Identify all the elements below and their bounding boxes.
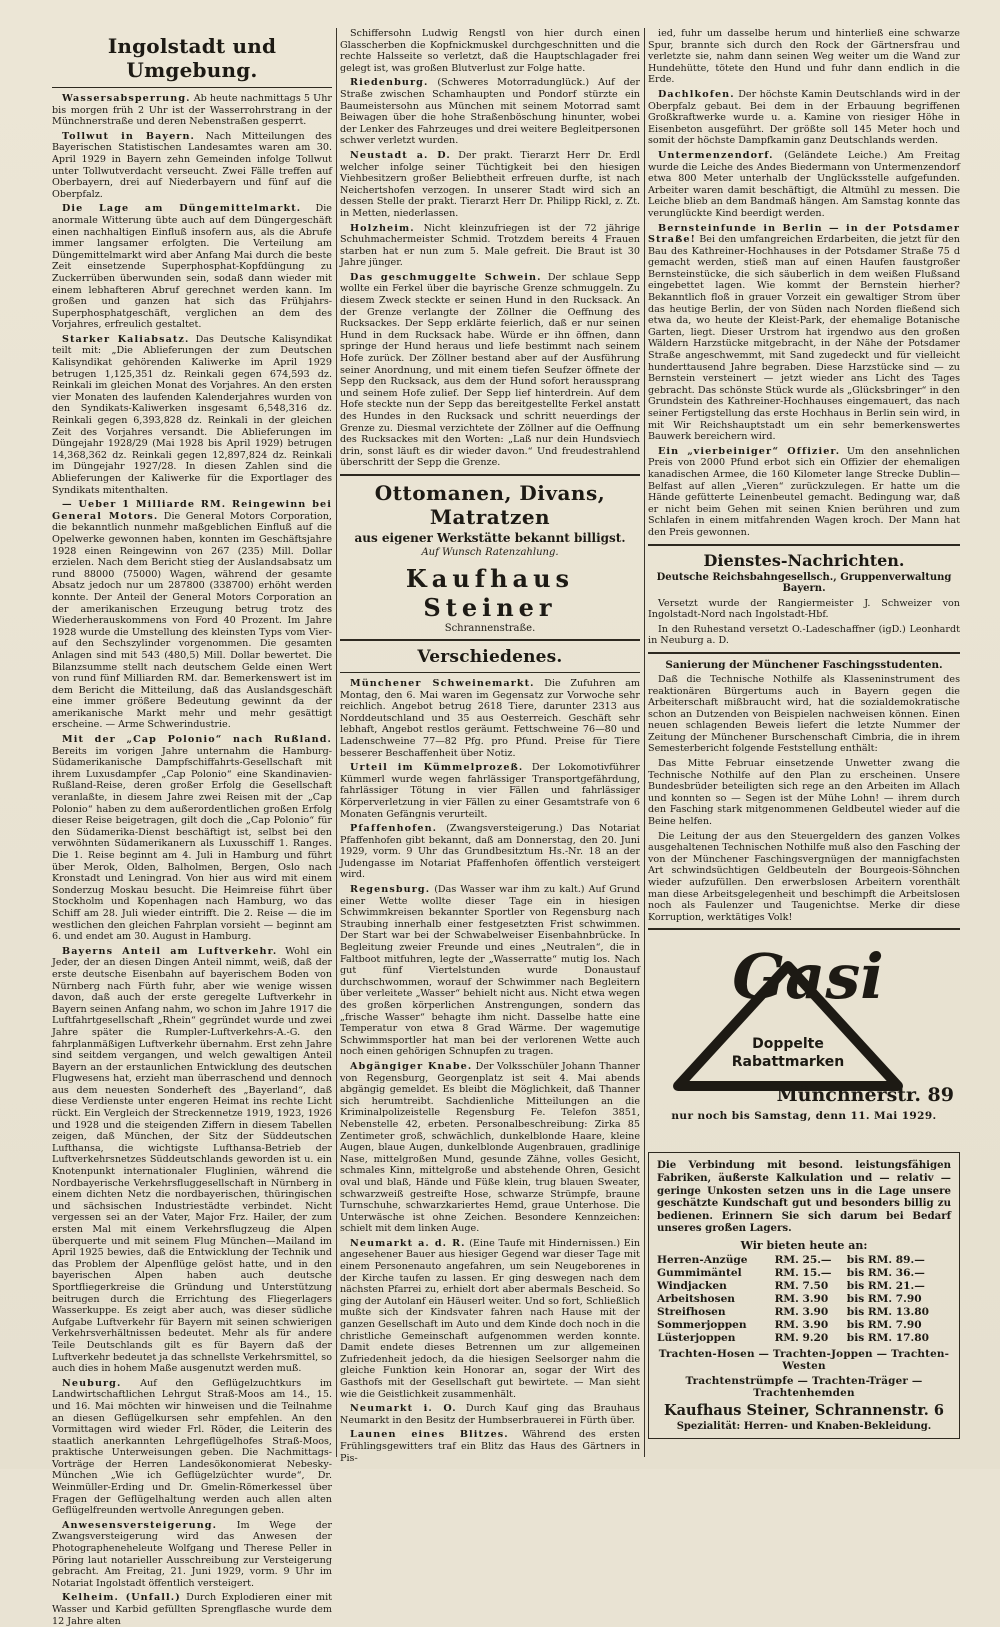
service-item: Versetzt wurde der Rangiermeister J. Schweizer von Ingolstadt-Nord nach Ingolstadt-Hbf. xyxy=(648,597,960,621)
advert-kaufhaus-steiner xyxy=(648,1152,960,1439)
article-paragraph xyxy=(340,678,640,759)
article-lead: Mit der „Cap Polonio“ nach Rußland. xyxy=(62,734,332,746)
sanierung-paragraph: Das Mitte Februar einsetzende Unwetter zwang die Technische Nothilfe auf den Plan zu erscheinen. Unsere Bundesbrüder beteiligten sich rege an den Arbeiten im Allach und konnten so — Segen ist der Mühe Lohn! — ihrem durch den Fasching stark mitgenommenen Geldbeutel wieder auf die Beine helfen. xyxy=(648,758,960,828)
service-item: In den Ruhestand versetzt O.-Ladeschaffner (igD.) Leonhardt in Neuburg a. D. xyxy=(648,623,960,647)
advert-specialty: Spezialität: Herren- und Knaben-Bekleidung. xyxy=(676,1420,932,1432)
price-to: bis RM. 13.80 xyxy=(846,1306,929,1319)
article-lead: Neuburg. xyxy=(62,1377,122,1389)
article-text: Der prakt. Tierarzt Herr Dr. Erdl welcher infolge seiner Tüchtigkeit bei den hiesigen Viehbesitzern großer Beliebtheit erfreuen durfte, ist nach Neichertshofen verzogen. In unserer Stadt wird sich an dessen Stelle der prakt. Tierarzt Herr Dr. Philipp Rickl, z. Zt. in Metten, niederlassen. xyxy=(340,149,640,219)
advert-footer: Kaufhaus Steiner, Schrannenstr. 6 xyxy=(664,1401,944,1419)
article-text: ied, fuhr um dasselbe herum und hinterließ eine schwarze Spur, brannte sich durch den Rock der Gärtnersfrau und verletzte sie, nahm dann seinen Weg weiter um die Wand zur Hundehütte, tötete den Hund und fuhr dann endlich in die Erde. xyxy=(648,28,960,86)
article-paragraph xyxy=(340,223,640,269)
article-lead: Neumarkt a. d. R. xyxy=(350,1237,466,1249)
article-lead: Wassersabsperrung. xyxy=(62,93,191,104)
article-text: Der schlaue Sepp wollte ein Ferkel über die bayrische Grenze schmuggeln. Zu diesem Zweck steckte er seinen Hund in den Rucksack. An der Grenze verlangte der Zöllner die Oeffnung des Rucksackes. Der Sepp erklärte feierlich, daß er nur seinen Hund in dem Rucksack habe. Würde er ihn öffnen, dann springe der Hund heraus und liefe bestimmt nach seinem Hofe zurück. Der Zöllner bestand aber auf der Ausführung seiner Anordnung, und mit einem tiefen Seufzer öffnete der Sepp den Rucksack, aus dem der Hund sofort heraussprang und seinem Hofe zulief. Der Sepp lief hinterdrein. Auf dem Hofe steckte nun der Sepp das bereitgestellte Ferkel anstatt des Hundes in den Rucksack und schritt neuerdings der Grenze zu. Diesmal verzichtete der Zöllner auf die Oeffnung des Rucksackes mit den Worten: „Laß nur dein Hundsviech drin, sonst läuft es dir wieder davon.“ Und freudestrahlend überschritt der Sepp die Grenze. xyxy=(340,271,640,469)
article-paragraph xyxy=(340,150,640,220)
price-from: RM. 3.90 xyxy=(774,1319,829,1332)
advert-title: Ottomanen, Divans, Matratzen xyxy=(374,480,606,529)
gasi-badge-line1: Doppelte xyxy=(752,1036,824,1053)
sanierung-paragraph: Daß die Technische Nothilfe als Klasseninstrument des reaktionären Bürgertums auch in Bayern gegen die Arbeiterschaft mißbraucht wird, hat die sozialdemokratische schon an Dutzenden von Beispielen nachweisen können. Einen neuen schlagenden Beweis liefert die letzte Nummer der Zeitung der Münchener Burschenschaft Cimbria, die in ihrem Semesterbericht folgende Feststellung enthält: xyxy=(648,673,960,755)
divider xyxy=(648,652,960,654)
price-row xyxy=(657,1280,951,1293)
article-paragraph xyxy=(340,823,640,881)
advert-gasi xyxy=(648,936,960,1146)
article-lead: Riedenburg. xyxy=(350,77,429,89)
price-to: bis RM. 17.80 xyxy=(846,1332,929,1345)
article-text: Auf den Geflügelzuchtkurs im Landwirtschaftlichen Lehrgut Straß-Moos am 14., 15. und 16. Mai möchten wir hinweisen und die Teilnahme an diesen Geflügelkursen sehr empfehlen. An den Vormittagen wird wieder Frl. Röder, die Leiterin des staatlich anerkannten Lehrgeflügelhofes Straß-Moos, praktische Unterweisungen geben. Die Nachmittags-Vorträge der Herren Landesökonomierat Nebesky-München „Wie ich Geflügelzüchter wurde“, Dr. Weinmüller-Erding und Dr. Gmelin-Römerkessel über Fragen der Geflügelhaltung werden auch allen alten Geflügelfreunden wertvolle Anregungen geben. xyxy=(52,1377,332,1517)
article-paragraph xyxy=(52,93,332,128)
sanierung-body xyxy=(648,674,960,923)
price-to: bis RM. 7.90 xyxy=(846,1319,922,1332)
sanierung-article xyxy=(648,659,960,923)
price-from: RM. 3.90 xyxy=(774,1293,829,1306)
price-row xyxy=(657,1267,951,1280)
item-name: Herren-Anzüge xyxy=(657,1254,748,1267)
price-from: RM. 3.90 xyxy=(774,1306,829,1319)
article-paragraph xyxy=(340,1429,640,1464)
article-lead: Holzheim. xyxy=(350,222,415,234)
article-text: Die General Motors Corporation, die bekanntlich nunmehr maßgeblichen Einfluß auf die Opelwerke gewonnen haben, konnten im Geschäftsjahre 1928 einen Reingewinn von 267 (235) Mill. Dollar erzielen. Nach dem Bericht stieg der Auslandsabsatz um rund 88000 (75000) Wagen, während der gesamte Absatz jedoch nur um 287800 (338700) erhöht werden konnte. Der Anteil der General Motors Corporation an der amerikanischen Erzeugung betrug trotz des Wiederherauskommens von Ford 40 Prozent. Im Jahre 1928 wurde die Umstellung des kleinsten Typs vom Vier- auf den Sechszylinder vorgenommen. Die gesamten Anlagen sind mit 543 (480,5) Mill. Dollar bewertet. Die Bilanzsumme stellt nach deutschem Gelde einen Wert von rund fünf Milliarden RM. dar. Bemerkenswert ist im dem Bericht die Mitteilung, daß das Auslandsgeschäft eine immer größere Bedeutung gewinnt da der amerikanische Markt mehr und mehr gesättigt erscheine. — Arme Schwerindustrie. xyxy=(52,510,332,731)
article-lead: Dachlkofen. xyxy=(658,88,735,100)
article-lead: Urteil im Kümmelprozeß. xyxy=(350,762,524,774)
article-paragraph xyxy=(340,1238,640,1400)
article-paragraph xyxy=(340,272,640,469)
article-paragraph xyxy=(52,499,332,731)
article-lead: Neumarkt i. O. xyxy=(350,1403,457,1415)
article-lead: Regensburg. xyxy=(350,884,431,896)
article-paragraph xyxy=(648,89,960,147)
article-text: Ab heute nachmittags 5 Uhr bis morgen früh 2 Uhr ist der Wasserrohrstrang in der Münchnerstraße und deren Nebenstraßen gesperrt. xyxy=(52,93,332,128)
price-from: RM. 25.— xyxy=(774,1254,832,1267)
service-subheading: Deutsche Reichsbahngesellsch., Gruppenverwaltung Bayern. xyxy=(656,571,952,594)
article-paragraph xyxy=(52,131,332,201)
advert-subtitle: aus eigener Werkstätte bekannt billigst. xyxy=(354,530,626,545)
article-text: (Geländete Leiche.) Am Freitag wurde die Leiche des Andes Biedermann von Untermenzendorf etwa 800 Meter unterhalb der Unglücksstelle aufgefunden. Arbeiter waren damit beschäftigt, die Altmühl zu messen. Die Leiche blieb an dem Bandmaß hängen. Am Samstag konnte das verunglückte Kind beerdigt werden. xyxy=(648,149,960,219)
price-row xyxy=(657,1293,951,1306)
divider xyxy=(340,639,640,641)
article-lead: Das geschmuggelte Schwein. xyxy=(350,271,542,283)
price-table xyxy=(657,1254,951,1345)
offer-heading: Wir bieten heute an: xyxy=(740,1238,868,1252)
price-row xyxy=(657,1332,951,1345)
advert-line-1: Trachten-Hosen — Trachten-Joppen — Trachten-Westen xyxy=(658,1347,950,1372)
divider xyxy=(340,672,640,673)
article-paragraph xyxy=(52,946,332,1375)
article-text: Nicht kleinzufriegen ist der 72 jährige Schuhmachermeister Schmid. Trotzdem bereits 4 Frauen starben hat er nun zum 5. Male gefreit. Die Braut ist 30 Jahre jünger. xyxy=(340,222,640,269)
article-text: (Eine Taufe mit Hindernissen.) Ein angesehener Bauer aus hiesiger Gegend war dieser Tage mit einem Personenauto angefahren, um sein Neugeborenes in der Kirche taufen zu lassen. Er ging deswegen nach dem nächsten Pfarrei zu, erhielt dort aber abermals Bescheid. So ging der Autolanf ein Häuserl weiter. Und so fort, Schließlich mußte sich der Kindsvater fahren nach Hause mit der ganzen Gesellschaft im Auto und dem Kinde doch noch in die christliche Gemeinschaft aufgenommen werden konnte. Damit endete dieses Betrennen um zur allgemeinen Zufriedenheit jedoch, da die hiesigen Seelsorger nahm die gleiche Funktion kein Honorar an, sogar der Wirt des Gasthofs mit der Gesellschaft gut bewirtete. — Man sieht wie die Geistlichkeit zusammenhält. xyxy=(340,1237,640,1400)
article-text: Die Zufuhren am Montag, den 6. Mai waren im Gegensatz zur Vorwoche sehr reichlich. Angebot betrug 2618 Tiere, darunter 2313 aus Norddeutschland und 35 aus Oesterreich. Geschäft sehr lebhaft, Angebot restlos geräumt. Fettschweine 76—80 und Ladenschweine 77—82 Pfg. pro Pfund. Preise für Tiere besserer Beschaffenheit über Notiz. xyxy=(340,677,640,759)
divider xyxy=(52,87,332,88)
article-paragraph xyxy=(648,28,960,86)
column-middle xyxy=(340,28,640,1464)
article-text: Durch Kauf ging das Brauhaus Neumarkt in den Besitz der Humbserbrauerei in Fürth über. xyxy=(340,1403,640,1426)
price-from: RM. 15.— xyxy=(774,1267,832,1280)
article-lead: Ein „vierbeiniger“ Offizier. xyxy=(658,445,841,457)
article-text: Der höchste Kamin Deutschlands wird in der Oberpfalz gebaut. Bei dem in der Erbauung begriffenen Großkraftwerke wurde u. a. Kamine von riesiger Höhe in Eisenbeton ausgeführt. Der größte soll 145 Meter hoch und somit der höchste Dampfkamin ganz Deutschlands werden. xyxy=(648,88,960,147)
section-heading-ingolstadt: Ingolstadt und Umgebung. xyxy=(107,34,277,82)
article-text: Bereits im vorigen Jahre unternahm die Hamburg-Südamerikanische Dampfschiffahrts-Gesellschaft mit ihrem Luxusdampfer „Cap Polonio“ eine Skandinavien-Rußland-Reise, deren großer Erfolg die Gesellschaft veranlaßte, in diesem Jahre zwei Reisen mit der „Cap Polonio“ haben zu dem außerordentlichen großen Erfolg dieser Reise beigetragen, gilt doch die „Cap Polonio“ für den Südamerika-Dienst beschäftigt ist, selbst bei den verwöhnten Südamerikanern als Luxusschiff 1. Ranges. Die 1. Reise beginnt am 4. Juli in Hamburg und führt über Merok, Olden, Balholmen, Bergen, Oslo nach Kronstadt und Leningrad. Von hier aus wird mit einem Sonderzug Moskau besucht. Die Heimreise führt über Stockholm und Kopenhagen nach Hamburg, wo das Schiff am 28. Juli wieder eintrifft. Die 2. Reise — die im westlichen den gleichen Fahrplan vorsieht — beginnt am 6. und endet am 30. August in Hamburg. xyxy=(52,745,332,943)
article-paragraph xyxy=(52,1378,332,1517)
advert-divans xyxy=(340,481,640,634)
article-text: Nach Mitteilungen des Bayerischen Statistischen Landesamtes waren am 30. April 1929 in Bayern zehn Gemeinden infolge Tollwut unter Tollwutverdacht verseucht. Zwei Fälle treffen auf Oberbayern, drei auf Niederbayern und fünf auf die Oberpfalz. xyxy=(52,130,332,200)
article-list xyxy=(340,28,640,469)
article-paragraph xyxy=(340,28,640,74)
service-items xyxy=(648,598,960,647)
article-paragraph xyxy=(340,77,640,147)
article-text: Schiffersohn Ludwig Rengstl von hier durch einen Glasscherben die Kopfnickmuskel durchgeschnitten und die rechte Halsseite so verletzt, daß die Hauptschlagader frei gelegt ist, was großen Blutverlust zur Folge hatte. xyxy=(340,28,640,74)
column-left xyxy=(52,28,333,1627)
price-from: RM. 9.20 xyxy=(774,1332,829,1345)
advert-line-2: Trachtenstrümpfe — Trachten-Träger — Trachtenhemden xyxy=(685,1374,923,1399)
article-text: Wohl ein Jeder, der an diesen Dingen Anteil nimmt, weiß, daß der erste deutsche Eisenbahn auf bayerischem Boden von Nürnberg nach Fürth fuhr, aber wie wenige wissen davon, daß auch der erste geregelte Luftverkehr in Bayern seinen Anfang nahm, wo schon im Jahre 1917 die Luftfahrtgesellschaft „Rhein“ gegründet wurde und zwei Jahre später die Rumpler-Luftverkehrs-A.-G. den fahrplanmäßigen Luftverkehr übernahm. Erst zehn Jahre sind seitdem vergangen, und welch gewaltigen Anteil Bayern an der erstaunlichen Entwicklung des deutschen Flugwesens hat, erzieht man überraschend und dennoch aus dem neuesten Sonderheft des „Bayerland“, daß diese Verdienste unter engeren Heimat ins rechte Licht rückt. Ein Vergleich der Streckennetze 1919, 1923, 1926 und 1928 und die steigenden Ziffern in diesem Tabellen zeigen, daß München, der Sitz der Süddeutschen Lufthansa, die wichtigste Lufthansa-Betrieb der Luftverkehrsnetzes Süddeutschlands geworden ist u. ein Knotenpunkt internationaler Fluglinien, während die Nordbayerische Verkehrsfluggesellschaft in Nürnberg in einem dichten Netz die nordbayerischen, thüringischen und sächsischen Industriestädte verbindet. Nicht vergessen sei an der Vater, Major Frz. Hailer, der zum ersten Mal mit einem Verkehrsflugzeug die Alpen überquerte und mit seinem Flug München—Mailand im April 1925 bewies, daß die Entwicklung der Technik und das Problem der Alpenflüge gelöst hatte, und in den bayerischen Alpen haben auch deutsche Sportfliegerkreise die Gründung und Unterstützung beitrugen durch die Errichtung des Fliegerlagers Wasserkuppe. Es zeigt aber auch, was dieser südliche Aufgabe Luftverkehr für Bayern mit seinen schwierigen Verkehrsverhältnissen bedeutet. Mehr als für andere Teile Deutschlands gilt es für Bayern daß der Luftverkehr bedeutet ja das schnellste Verkehrsmittel, so auch dies in hohem Maße ausgenutzt werden muß. xyxy=(52,945,332,1375)
advert-note: Auf Wunsch Ratenzahlung. xyxy=(421,546,559,558)
article-text: Im Wege der Zwangsversteigerung wird das Anwesen der Photographeneheleute Wolfgang und Therese Peller in Pöring laut notarieller Ausschreibung zur Versteigerung gebracht. Am Freitag, 21. Juni 1929, vorm. 9 Uhr im Notariat Ingolstadt öffentlich versteigert. xyxy=(52,1519,332,1589)
article-paragraph xyxy=(648,446,960,539)
price-to: bis RM. 89.— xyxy=(846,1254,925,1267)
article-list xyxy=(340,678,640,1464)
article-paragraph xyxy=(52,334,332,496)
article-paragraph xyxy=(340,884,640,1058)
article-lead: Anwesensversteigerung. xyxy=(62,1519,218,1531)
sanierung-paragraph: Die Leitung der aus den Steuergeldern des ganzen Volkes ausgehaltenen Technischen Nothilfe muß also den Fasching der von der Münchener Faschingsvergnügen der mannigfachsten Art schwindsüchtigen Geldbeuteln der Bourgeois-Söhnchen wieder aufzufüllen. Den erwerbslosen Arbeitern vorenthält man diese Arbeitsgelegenheit und beschimpft die Arbeitslosen noch als Faulenzer und Taugenichtse. Merke dir diese Korruption, werktätiges Volk! xyxy=(648,830,960,923)
article-text: (Schweres Motorradunglück.) Auf der Straße zwischen Schamhaupten und Pondorf stürzte ein Baumeistersohn aus München mit seinem Motorrad samt Beiwagen über die hohe Straßenböschung hinunter, wobei der Lenker des Fahrzeuges und drei weitere Begleitpersonen schwer verletzt wurden. xyxy=(340,77,640,147)
article-text: Der Lokomotivführer Kümmerl wurde wegen fahrlässiger Transportgefährdung, fahrlässiger Tötung in vier Fällen und fahrlässiger Körperverletzung in vier Fällen zu einer Gesamtstrafe von 6 Monaten Gefängnis verurteilt. xyxy=(340,762,640,820)
price-row xyxy=(657,1254,951,1267)
article-text: Die anormale Witterung übte auch auf dem Düngergeschäft einen nachhaltigen Einfluß insofern aus, als die Abrufe immer langsamer erfolgten. Die Verteilung am Düngemittelmarkt wird aber Anfang Mai durch die beste Zeit einsetzende Superphosphat-Kopfdüngung zu Zuckerrüben überwunden sein, sodaß dann wieder mit einem lebhafteren Abruf gerechnet werden kann. Im großen und ganzen hat sich das Frühjahrs-Superphosphatgeschäft, verglichen an dem des Vorjahres, erfreulich gestaltet. xyxy=(52,203,332,331)
article-paragraph xyxy=(52,1592,332,1627)
article-paragraph xyxy=(648,150,960,220)
column-rule xyxy=(644,28,645,1457)
column-rule xyxy=(336,28,337,1457)
service-news xyxy=(648,551,960,647)
article-lead: — Ueber 1 Milliarde RM. Reingewinn bei General Motors. xyxy=(52,499,332,522)
item-name: Sommerjoppen xyxy=(657,1319,747,1332)
article-lead: Tollwut in Bayern. xyxy=(62,130,195,142)
article-paragraph xyxy=(340,1403,640,1426)
article-lead: Münchener Schweinemarkt. xyxy=(350,677,535,689)
article-lead: Pfaffenhofen. xyxy=(350,823,438,835)
column-right xyxy=(648,28,960,1457)
article-text: Das Deutsche Kalisyndikat teilt mit: „Die Ablieferungen der zum Deutschen Kalisyndikat gehörenden Kaliwerke im April 1929 betrugen 1,125,351 dz. Reinkali gegen 674,593 dz. Reinkali im gleichen Monat des Vorjahres. An den ersten vier Monaten des laufenden Kalenderjahres wurden von den Syndikats-Kaliwerken insgesamt 6,548,316 dz. Reinkali gegen 6,393,828 dz. Reinkali in der gleichen Zeit des Vorjahres versandt. Die Ablieferungen im Düngejahr 1928/29 (Mai 1928 bis April 1929) betrugen 14,368,362 dz. Reinkali gegen 12,897,824 dz. Reinkali im Düngejahr 1927/28. In diesen Zahlen sind die Ablieferungen der Kaliwerke für die Exportlager des Syndikats mitenthalten. xyxy=(52,333,333,496)
divider xyxy=(340,474,640,476)
sanierung-title: Sanierung der Münchener Faschingsstudenten. xyxy=(665,658,943,671)
article-lead: Untermenzendorf. xyxy=(658,149,774,161)
advert-store-name: Kaufhaus Steiner xyxy=(405,563,575,622)
article-paragraph xyxy=(52,1520,332,1590)
article-lead: Neustadt a. D. xyxy=(350,149,451,161)
article-lead: Kelheim. (Unfall.) xyxy=(62,1592,181,1604)
price-to: bis RM. 21.— xyxy=(846,1280,925,1293)
advert-intro: Die Verbindung mit besond. leistungsfähigen Fabriken, äußerste Kalkulation und — relativ — geringe Unkosten setzen uns in die Lage unsere geschätzte Kundschaft gut und besonders billig zu bedienen. Erinnern Sie sich darum bei Bedarf unseres großen Lagers. xyxy=(657,1159,951,1235)
gasi-until: nur noch bis Samstag, denn 11. Mai 1929. xyxy=(671,1110,937,1123)
article-lead: Die Lage am Düngemittelmarkt. xyxy=(62,203,302,215)
gasi-logo-graphic xyxy=(648,936,960,1088)
divider xyxy=(648,928,960,930)
price-to: bis RM. 36.— xyxy=(846,1267,925,1280)
article-text: Um den ansehnlichen Preis von 2000 Pfund erbot sich ein Offizier der ehemaligen kanadischen Armee, die 160 Kilometer lange Strecke Dublin—Belfast auf allen „Vieren“ zurückzulegen. Er hatte um die Hände gefütterte Leinenbeutel gemacht. Bedingung war, daß er nicht beim Gehen mit seinen Knien berühren und zum Schlafen in einem mitfahrenden Wagen kroch. Der Mann hat den Preis gewonnen. xyxy=(648,445,960,538)
article-paragraph xyxy=(52,203,332,331)
price-from: RM. 7.50 xyxy=(774,1280,829,1293)
gasi-logo-text: Gasi xyxy=(732,940,884,1014)
article-text: Der Volksschüler Johann Thanner von Regensburg, Georgenplatz ist seit 4. Mai abends abgängig gemeldet. Es bleibt die Möglichkeit, daß Thanner sich herumtreibt. Sachdienliche Mitteilungen an die Kriminalpolizeistelle Regensburg Fe. Telefon 3851, Nebenstelle 42, erbeten. Personalbeschreibung: Zirka 85 Zentimeter groß, schwächlich, dunkelblonde Haare, kleine Augen, blaue Augen, dunkelblonde Augenbrauen, gradlinige Nase, mittelgroßen Mund, gesunde Zähne, volles Gesicht, schmales Kinn, mittelgroße und abstehende Ohren, Gesicht oval und blaß, Hände und Füße klein, trug blauen Sweater, schwarzweiß gestreifte Hose, schwarze Strümpfe, braune Turnschuhe, schwarzkariertes Hemd, graue Unterhose. Die Unterwäsche ist ohne Zeichen. Besondere Kennzeichen: schielt mit dem linken Auge. xyxy=(340,1060,640,1235)
divider xyxy=(648,544,960,546)
article-text: (Zwangsversteigerung.) Das Notariat Pfaffenhofen gibt bekannt, daß am Donnerstag, den 20. Juni 1929, vorm. 9 Uhr das Grundbesitztum Hs.-Nr. 18 an der Judengasse im Notariat Pfaffenhofen öffentlich versteigert wird. xyxy=(340,823,640,881)
article-text: Bei den umfangreichen Erdarbeiten, die jetzt für den Bau des Kathreiner-Hochhauses in der Potsdamer Straße 75 d gemacht werden, stieß man auf einen Haufen faustgroßer Bernsteinstücke, die sich säuberlich in dem weißen Flußsand eingebettet lagen. Wie kommt der Bernstein hierher? Bekanntlich floß in grauer Vorzeit ein gewaltiger Strom über das heutige Berlin, der von Süden nach Norden fließend sich etwa da, wo heute der Kleist-Park, der ehemalige Botanische Garten, liegt. Dieser Urstrom hat irgendwo aus den großen Wäldern Harzstücke mitgebracht, in der Nähe der Potsdamer Straße angeschwemmt, mit Sand zugedeckt und für vielleicht hunderttausend Jahre begraben. Diese Harzstücke sind — zu Bernstein versteinert — jetzt wieder ans Licht des Tages gebracht. Das schönste Stück wurde als „Glücksbringer“ in den Grundstein des Kathreiner-Hochhauses eingemauert, das nach seiner Fertigstellung das erste Hochhaus in Berlin sein wird, in mit Wir Reichshauptstadt um ein sehr bemerkenswertes Bauwerk bereichern wird. xyxy=(648,234,960,443)
service-heading: Dienstes-Nachrichten. xyxy=(703,550,905,570)
article-paragraph xyxy=(648,223,960,443)
advert-address: Schrannenstraße. xyxy=(444,622,536,634)
article-paragraph xyxy=(340,1061,640,1235)
section-heading-verschiedenes: Verschiedenes. xyxy=(417,646,563,667)
item-name: Gummimäntel xyxy=(657,1267,742,1280)
item-name: Arbeitshosen xyxy=(657,1293,736,1306)
article-lead: Starker Kaliabsatz. xyxy=(62,333,190,345)
item-name: Windjacken xyxy=(657,1280,727,1293)
item-name: Streifhosen xyxy=(657,1306,726,1319)
article-list xyxy=(52,93,332,1627)
article-paragraph xyxy=(52,734,332,943)
article-list xyxy=(648,28,960,539)
article-text: Während des ersten Frühlingsgewitters traf ein Blitz das Haus des Gärtners in Pis- xyxy=(340,1429,640,1464)
price-to: bis RM. 7.90 xyxy=(846,1293,922,1306)
gasi-street: Münchnerstr. 89 xyxy=(776,1084,954,1107)
article-text: (Das Wasser war ihm zu kalt.) Auf Grund einer Wette wollte dieser Tage ein in hiesigen Schwimmkreisen bekannter Sportler von Regensburg nach Straubing innerhalb einer festgesetzten Frist schwimmen. Der Start war bei der Schwabelweiser Eisenbahnbrücke. In Begleitung zweier Freunde und eines „Neutralen“, die in Faltboot mitfuhren, legte der „Wasserratte“ mutig los. Nach gut fünf Viertelstunden wurde Donaustauf durchschwommen, worauf der Schwimmer nach Begleitern über verleitete „Wasser“ behielt nicht aus. Nicht etwa wegen des großen körperlichen Anstrengungen, sondern das „frische Wasser“ behagte ihm nicht. Dasselbe hatte eine Temperatur von etwa 8 Grad Wärme. Der wagemutige Schwimmsportler hat man bei der verlorenen Wette auch noch einen gehörigen Schnupfen zu tragen. xyxy=(340,884,640,1058)
gasi-badge-line2: Rabattmarken xyxy=(731,1054,845,1071)
price-row xyxy=(657,1306,951,1319)
article-lead: Bayerns Anteil am Luftverkehr. xyxy=(62,945,278,957)
article-paragraph xyxy=(340,762,640,820)
article-lead: Bernsteinfunde in Berlin — in der Potsdamer Straße! xyxy=(648,222,960,246)
item-name: Lüsterjoppen xyxy=(657,1332,736,1345)
article-text: Durch Explodieren einer mit Wasser und Karbid gefüllten Sprengflasche wurde dem 12 Jahre alten xyxy=(52,1592,332,1627)
article-lead: Abgängiger Knabe. xyxy=(350,1060,473,1072)
article-lead: Launen eines Blitzes. xyxy=(350,1429,509,1441)
price-row xyxy=(657,1319,951,1332)
